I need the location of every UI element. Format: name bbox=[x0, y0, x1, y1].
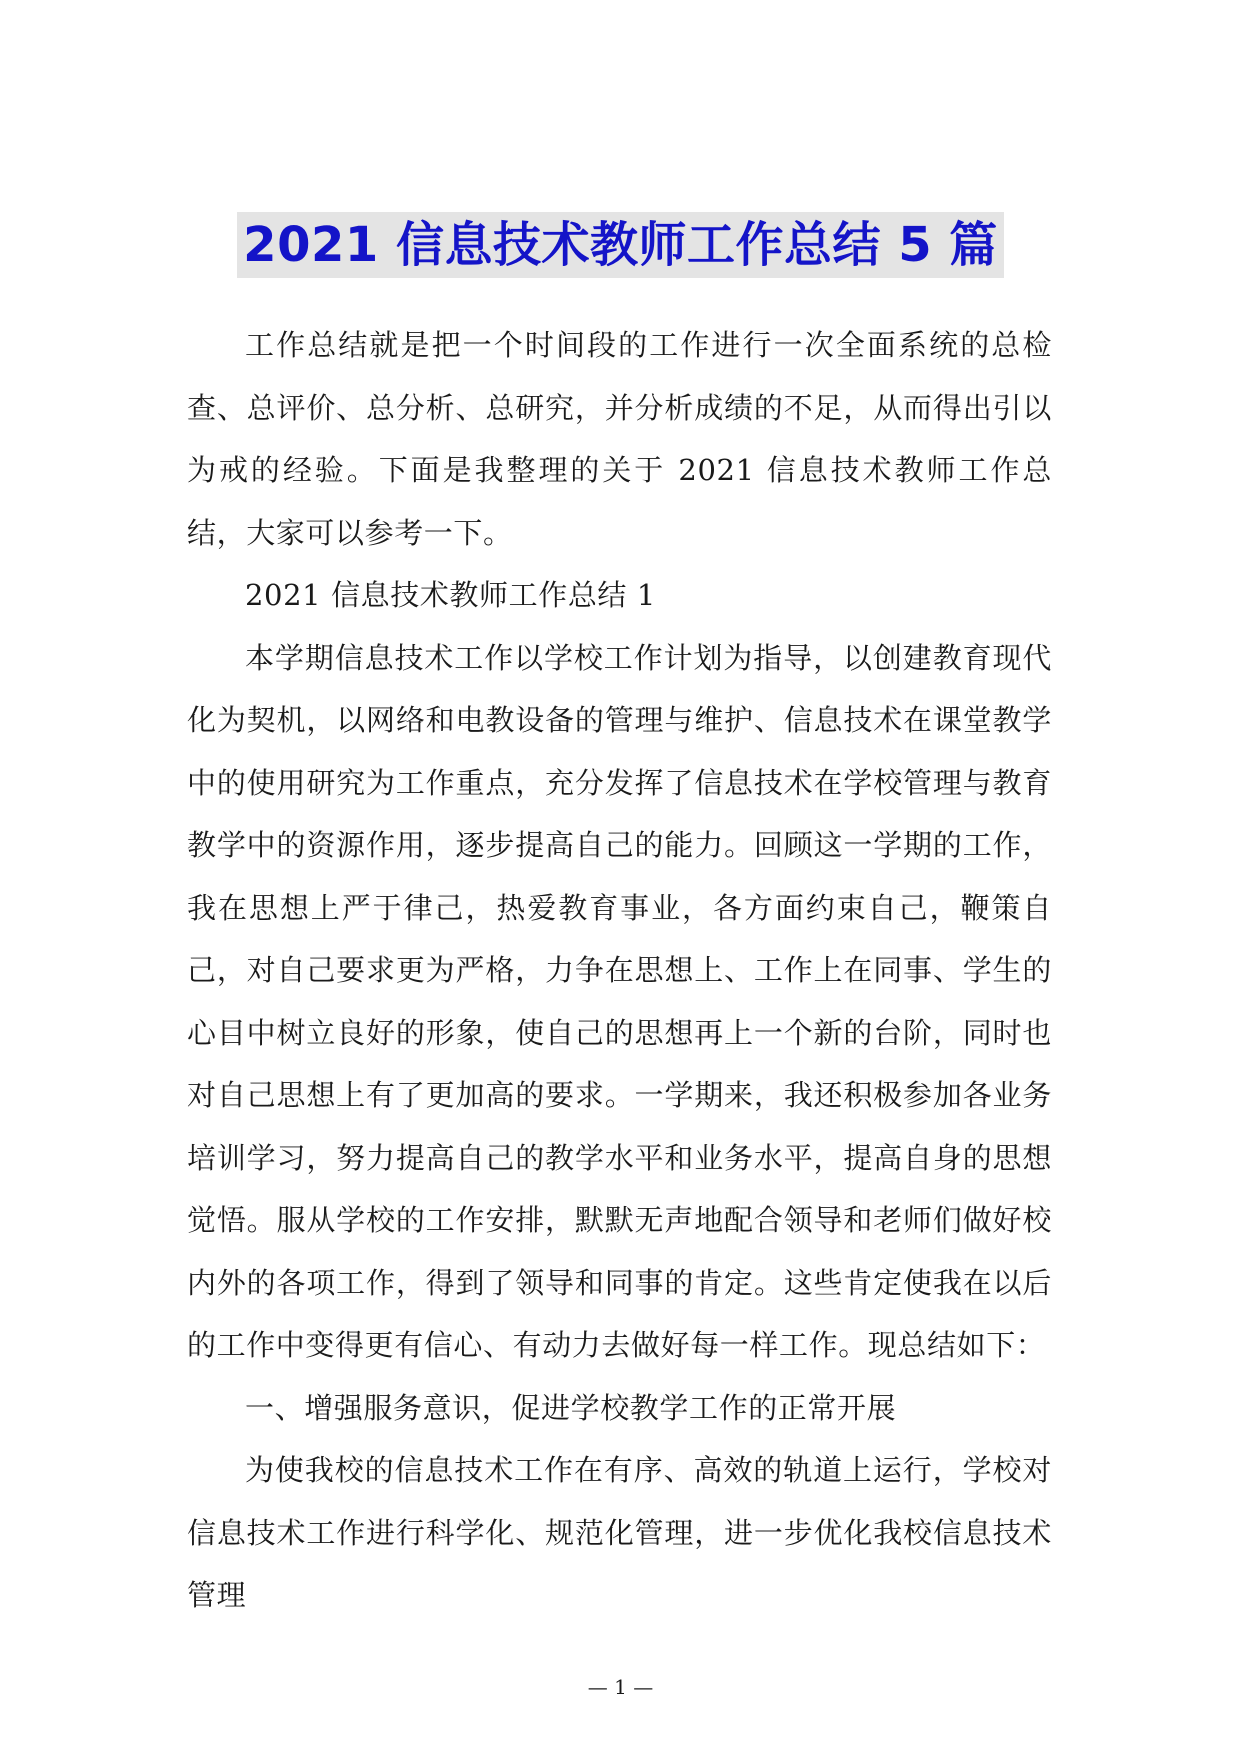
subsection-heading-1: 一、增强服务意识，促进学校教学工作的正常开展 bbox=[245, 1390, 897, 1425]
body-paragraph: 为使我校的信息技术工作在有序、高效的轨道上运行，学校对信息技术工作进行科学化、规范化管理，进一步优化我校信息技术管理 bbox=[187, 1453, 1052, 1612]
page-number: — 1 — bbox=[587, 1675, 654, 1699]
section-heading-1: 2021 信息技术教师工作总结 1 bbox=[245, 578, 656, 612]
document-body bbox=[187, 314, 1052, 1627]
intro-paragraph: 工作总结就是把一个时间段的工作进行一次全面系统的总检查、总评价、总分析、总研究，并分析成绩的不足，从而得出引以为戒的经验。下面是我整理的关于 2021 信息技术教师工作总结，大家可以参考一下。 bbox=[187, 328, 1052, 550]
title-container bbox=[0, 212, 1241, 278]
body-paragraph: 本学期信息技术工作以学校工作计划为指导，以创建教育现代化为契机，以网络和电教设备的管理与维护、信息技术在课堂教学中的使用研究为工作重点，充分发挥了信息技术在学校管理与教育教学中的资源作用，逐步提高自己的能力。回顾这一学期的工作，我在思想上严于律己，热爱教育事业，各方面约束自己，鞭策自己，对自己要求更为严格，力争在思想上、工作上在同事、学生的心目中树立良好的形象，使自己的思想再上一个新的台阶，同时也对自己思想上有了更加高的要求。一学期来，我还积极参加各业务培训学习，努力提高自己的教学水平和业务水平，提高自身的思想觉悟。服从学校的工作安排，默默无声地配合领导和老师们做好校内外的各项工作，得到了领导和同事的肯定。这些肯定使我在以后的工作中变得更有信心、有动力去做好每一样工作。现总结如下： bbox=[187, 640, 1052, 1362]
document-title: 2021 信息技术教师工作总结 5 篇 bbox=[237, 212, 1004, 278]
